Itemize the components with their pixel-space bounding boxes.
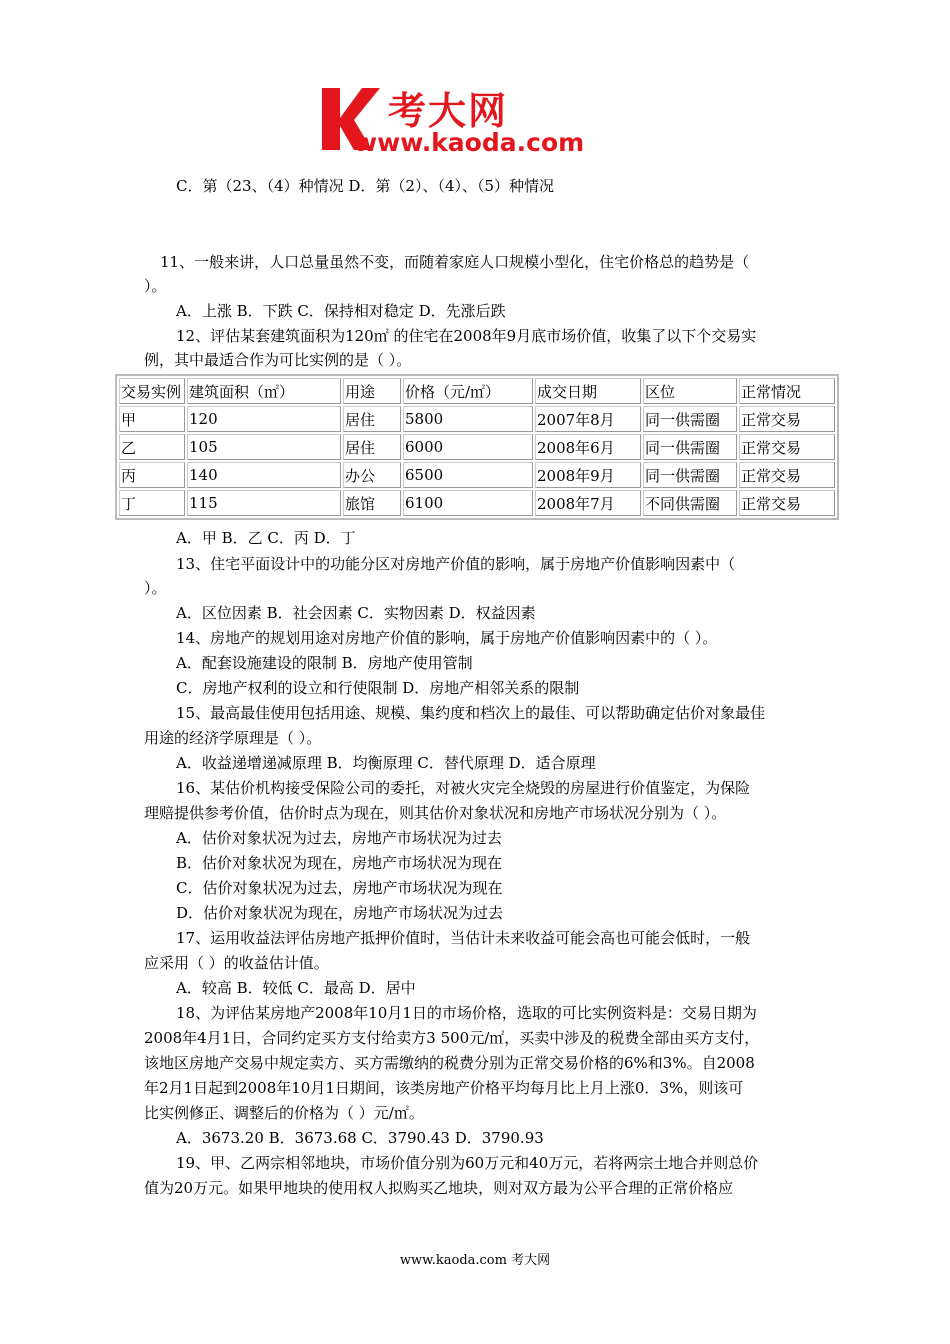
table-cell: 同一供需圈: [643, 434, 737, 460]
q16-option-c: C．估价对象状况为过去，房地产市场状况为现在: [176, 879, 503, 897]
table-row: [119, 462, 835, 488]
q13-options: A．区位因素 B．社会因素 C．实物因素 D．权益因素: [176, 604, 536, 622]
table-cell: 6000: [403, 434, 533, 460]
table-cell: 115: [187, 490, 341, 516]
table-header-row: [119, 378, 835, 404]
table-cell: 6100: [403, 490, 533, 516]
table-cell: 同一供需圈: [643, 406, 737, 432]
q13-text-cont: ）。: [144, 579, 167, 597]
q16-text: 16、某估价机构接受保险公司的委托，对被火灾完全烧毁的房屋进行价值鉴定，为保险: [176, 779, 751, 797]
q15-text: 15、最高最佳使用包括用途、规模、集约度和档次上的最佳、可以帮助确定估价对象最佳: [176, 704, 766, 722]
table-header-cell: 用途: [343, 378, 401, 404]
q19-text-cont: 值为20万元。如果甲地块的使用权人拟购买乙地块，则对双方最为公平合理的正常价格应: [144, 1179, 734, 1197]
q18-text-cont-2: 该地区房地产交易中规定卖方、买方需缴纳的税费分别为正常交易价格的6%和3%。自2008: [144, 1054, 755, 1072]
table-row: [119, 490, 835, 516]
logo-title: 考大网: [388, 89, 509, 133]
table-cell: 正常交易: [739, 462, 835, 488]
q11-text-cont: ）。: [144, 277, 167, 295]
table-cell: 120: [187, 406, 341, 432]
table-cell: 105: [187, 434, 341, 460]
q15-options: A．收益递增递减原理 B．均衡原理 C．替代原理 D．适合原理: [176, 754, 596, 772]
table-cell: 2008年6月: [535, 434, 641, 460]
table-cell: 正常交易: [739, 490, 835, 516]
table-cell: 2007年8月: [535, 406, 641, 432]
table-cell: 正常交易: [739, 434, 835, 460]
q11-text: 11、一般来讲，人口总量虽然不变，而随着家庭人口规模小型化，住宅价格总的趋势是（: [160, 253, 750, 271]
q16-text-cont: 理赔提供参考价值，估价时点为现在，则其估价对象状况和房地产市场状况分别为（ ）。: [144, 804, 727, 822]
q18-text-cont-1: 2008年4月1日，合同约定买方支付给卖方3 500元/㎡，买卖中涉及的税费全部由买方支付，: [144, 1029, 760, 1047]
line-q10-options: C．第（23、（4）种情况 D．第（2）、（4）、（5）种情况: [176, 177, 555, 195]
table-cell: 正常交易: [739, 406, 835, 432]
q16-option-d: D．估价对象状况为现在，房地产市场状况为过去: [176, 904, 504, 922]
q14-options-2: C．房地产权利的设立和行使限制 D．房地产相邻关系的限制: [176, 679, 580, 697]
table-cell: 居住: [343, 406, 401, 432]
transaction-table: [115, 374, 839, 520]
kaoda-logo: [318, 84, 638, 162]
q17-text-cont: 应采用（ ）的收益估计值。: [144, 954, 329, 972]
table-cell: 5800: [403, 406, 533, 432]
table-header-cell: 价格（元/㎡）: [403, 378, 533, 404]
logo-url: www.kaoda.com: [354, 128, 585, 157]
table-cell: 旅馆: [343, 490, 401, 516]
q15-text-cont: 用途的经济学原理是（ ）。: [144, 729, 322, 747]
table-cell: 丁: [119, 490, 185, 516]
q14-options-1: A．配套设施建设的限制 B．房地产使用管制: [176, 654, 473, 672]
page-footer: www.kaoda.com 考大网: [399, 1253, 551, 1268]
q18-options: A．3673.20 B．3673.68 C．3790.43 D．3790.93: [176, 1129, 544, 1147]
q17-text: 17、运用收益法评估房地产抵押价值时，当估计未来收益可能会高也可能会低时，一般: [176, 929, 751, 947]
table-cell: 乙: [119, 434, 185, 460]
q12-text: 12、评估某套建筑面积为120㎡ 的住宅在2008年9月底市场价值，收集了以下个交易实: [176, 327, 757, 345]
q17-options: A．较高 B．较低 C．最高 D．居中: [176, 979, 416, 997]
table-cell: 140: [187, 462, 341, 488]
table-cell: 2008年9月: [535, 462, 641, 488]
q18-text-cont-3: 年2月1日起到2008年10月1日期间，该类房地产价格平均每月比上月上涨0．3%，则该可: [144, 1079, 744, 1097]
q12-text-cont: 例，其中最适合作为可比实例的是（ ）。: [144, 351, 412, 369]
q19-text: 19、甲、乙两宗相邻地块，市场价值分别为60万元和40万元，若将两宗土地合并则总价: [176, 1154, 759, 1172]
table-cell: 丙: [119, 462, 185, 488]
q16-option-a: A．估价对象状况为过去，房地产市场状况为过去: [176, 829, 502, 847]
q12-options: A．甲 B．乙 C．丙 D．丁: [176, 529, 356, 547]
q14-text: 14、房地产的规划用途对房地产价值的影响，属于房地产价值影响因素中的（ ）。: [176, 629, 718, 647]
table-header-cell: 区位: [643, 378, 737, 404]
q11-options: A．上涨 B．下跌 C．保持相对稳定 D．先涨后跌: [176, 302, 506, 320]
q13-text: 13、住宅平面设计中的功能分区对房地产价值的影响，属于房地产价值影响因素中（: [176, 555, 736, 573]
table-header-cell: 交易实例: [119, 378, 185, 404]
table-row: [119, 434, 835, 460]
table-cell: 同一供需圈: [643, 462, 737, 488]
table-header-cell: 成交日期: [535, 378, 641, 404]
table-header-cell: 建筑面积（㎡）: [187, 378, 341, 404]
table-cell: 6500: [403, 462, 533, 488]
q18-text: 18、为评估某房地产2008年10月1日的市场价格，选取的可比实例资料是：交易日期为: [176, 1004, 757, 1022]
table-cell: 不同供需圈: [643, 490, 737, 516]
table-cell: 居住: [343, 434, 401, 460]
table-cell: 甲: [119, 406, 185, 432]
table-header-cell: 正常情况: [739, 378, 835, 404]
table-cell: 办公: [343, 462, 401, 488]
q18-text-cont-4: 比实例修正、调整后的价格为（ ）元/㎡。: [144, 1104, 424, 1122]
table-row: [119, 406, 835, 432]
table-cell: 2008年7月: [535, 490, 641, 516]
q16-option-b: B．估价对象状况为现在，房地产市场状况为现在: [176, 854, 503, 872]
